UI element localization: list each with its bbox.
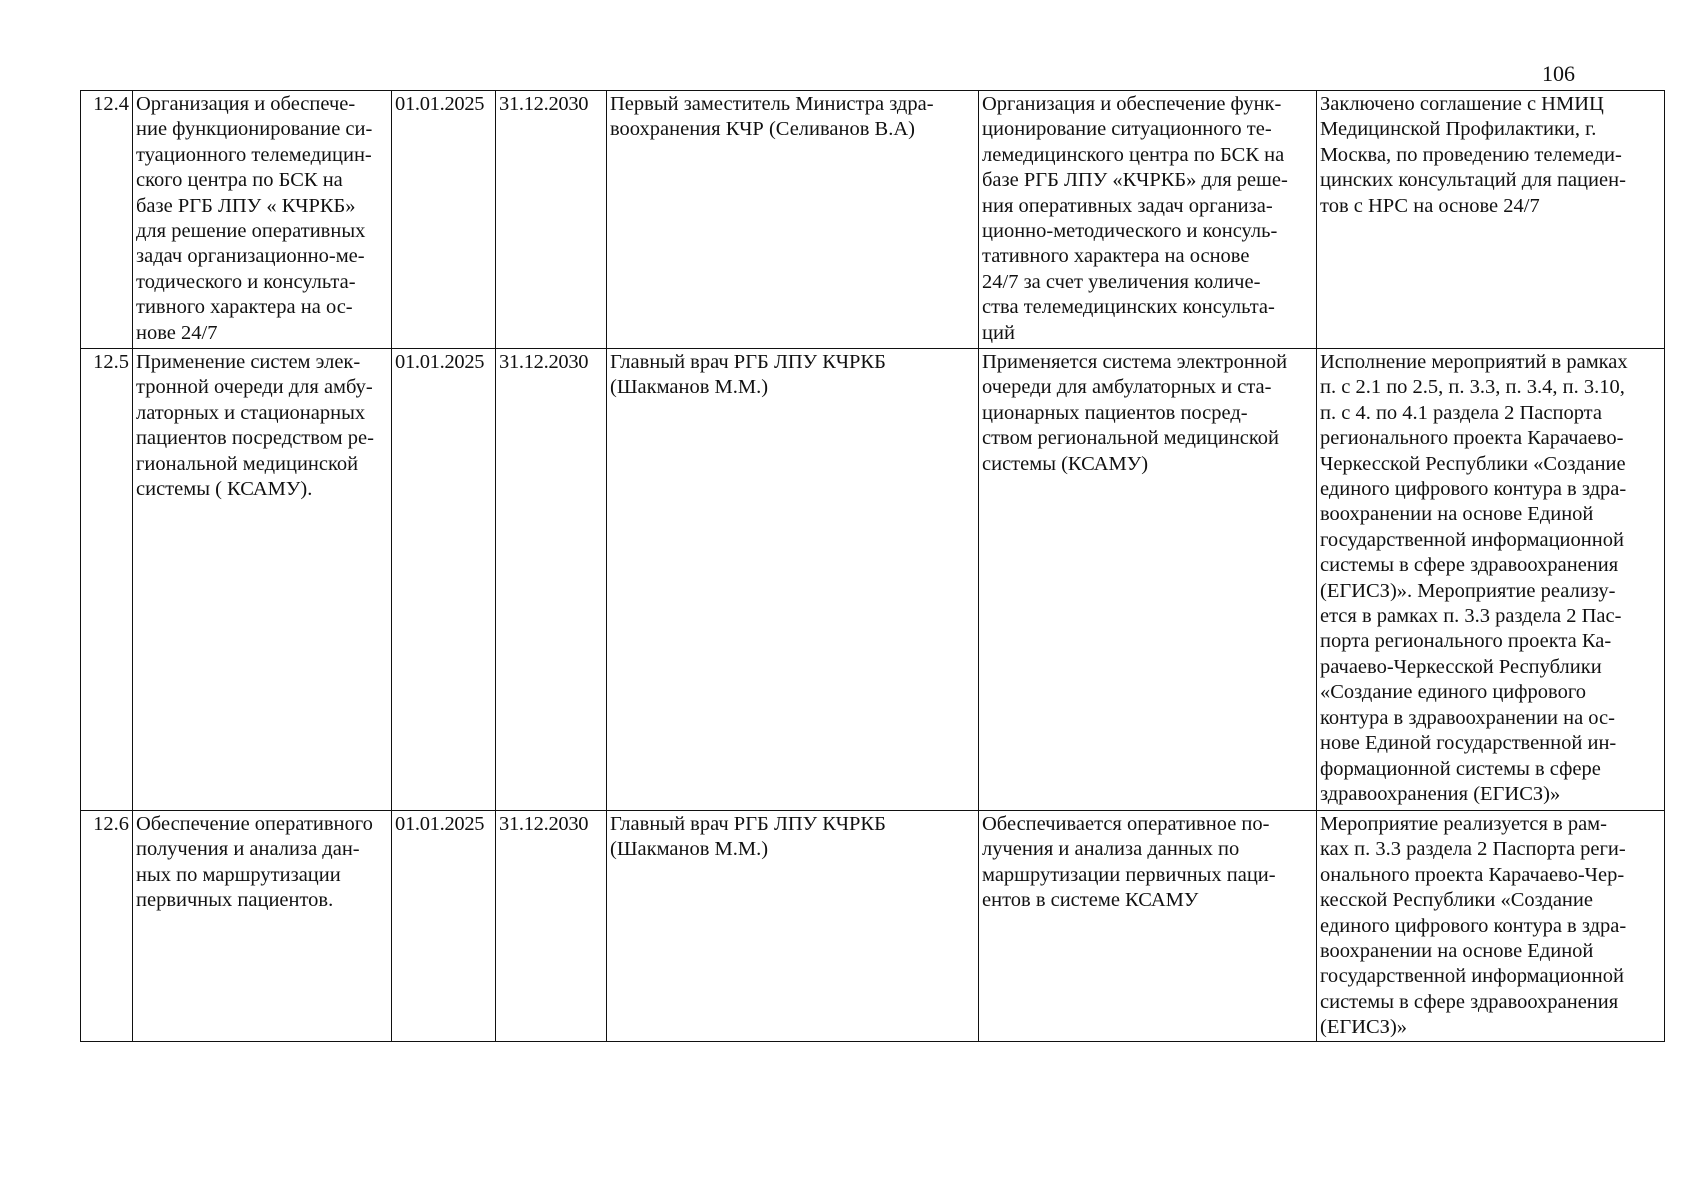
result-cell-line: ства телемедицинских консульта- — [982, 296, 1275, 319]
note-cell-line: государственной информационной — [1320, 965, 1624, 988]
note-cell-line: порта регионального проекта Ка- — [1320, 630, 1612, 653]
note-cell-line: здравоохранения (ЕГИСЗ)» — [1320, 782, 1561, 805]
activity-cell-line: первичных пациентов. — [136, 889, 334, 912]
responsible-cell-line: Главный врач РГБ ЛПУ КЧРКБ — [610, 351, 886, 373]
note-cell-line: Черкесской Республики «Создание — [1320, 452, 1626, 475]
note-cell-line: Медицинской Профилактики, г. — [1320, 118, 1597, 141]
note-cell-line: единого цифрового контура в здра- — [1320, 914, 1627, 937]
activity-cell-line: Обеспечение оперативного — [136, 813, 373, 835]
activity-cell-line: тивного характера на ос- — [136, 296, 353, 319]
result-cell-line: системы (КСАМУ) — [982, 452, 1149, 475]
result-cell-line: тативного характера на основе — [982, 245, 1250, 268]
result-cell-line: ционарных пациентов посред- — [982, 401, 1248, 424]
activity-cell-line: системы ( КСАМУ). — [136, 478, 313, 501]
note-cell-line: регионального проекта Карачаево- — [1320, 427, 1624, 450]
note-cell — [1317, 91, 1665, 349]
row-number: 12.4 — [81, 91, 133, 349]
note-cell-line: Москва, по проведению телемеди- — [1320, 143, 1622, 166]
note-cell-line: онального проекта Карачаево-Чер- — [1320, 863, 1625, 886]
row-number: 12.5 — [81, 349, 133, 811]
activity-cell-line: гиональной медицинской — [136, 452, 359, 475]
note-cell-line: тов с НРС на основе 24/7 — [1320, 194, 1540, 217]
note-cell — [1317, 811, 1665, 1042]
result-cell-line: маршрутизации первичных паци- — [982, 863, 1276, 886]
responsible-cell — [607, 91, 979, 349]
result-cell-line: лемедицинского центра по БСК на — [982, 143, 1285, 166]
activity-cell-line: ние функционирование си- — [136, 118, 373, 141]
result-cell-line: Организация и обеспечение функ- — [982, 93, 1282, 115]
start-date: 01.01.2025 — [392, 349, 496, 811]
activity-cell-line: латорных и стационарных — [136, 401, 366, 424]
note-cell-line: п. с 4. по 4.1 раздела 2 Паспорта — [1320, 401, 1602, 424]
activity-cell-line: Организация и обеспече- — [136, 93, 356, 115]
table-row — [81, 811, 1665, 1042]
end-date: 31.12.2030 — [496, 349, 607, 811]
start-date: 01.01.2025 — [392, 811, 496, 1042]
result-cell-line: ния оперативных задач организа- — [982, 194, 1273, 217]
activity-cell-line: задач организационно-ме- — [136, 245, 365, 268]
row-number: 12.6 — [81, 811, 133, 1042]
end-date: 31.12.2030 — [496, 91, 607, 349]
note-cell-line: рачаево-Черкесской Республики — [1320, 655, 1602, 678]
note-cell — [1317, 349, 1665, 811]
result-cell-line: Применяется система электронной — [982, 351, 1288, 373]
note-cell-line: ется в рамках п. 3.3 раздела 2 Пас- — [1320, 605, 1622, 628]
note-cell-line: системы в сфере здравоохранения — [1320, 554, 1619, 577]
responsible-cell — [607, 811, 979, 1042]
note-cell-line: ках п. 3.3 раздела 2 Паспорта реги- — [1320, 838, 1626, 861]
start-date: 01.01.2025 — [392, 91, 496, 349]
end-date: 31.12.2030 — [496, 811, 607, 1042]
responsible-cell-line: (Шакманов М.М.) — [610, 376, 769, 399]
note-cell-line: воохранении на основе Единой — [1320, 503, 1594, 526]
result-cell — [979, 811, 1317, 1042]
result-cell-line: очереди для амбулаторных и ста- — [982, 376, 1272, 399]
result-cell — [979, 91, 1317, 349]
note-cell-line: Мероприятие реализуется в рам- — [1320, 813, 1607, 835]
result-cell — [979, 349, 1317, 811]
result-cell-line: 24/7 за счет увеличения количе- — [982, 270, 1261, 293]
activity-cell-line: пациентов посредством ре- — [136, 427, 374, 450]
activities-table — [80, 90, 1665, 1042]
note-cell-line: «Создание единого цифрового — [1320, 681, 1586, 704]
note-cell-line: воохранении на основе Единой — [1320, 940, 1594, 963]
note-cell-line: государственной информационной — [1320, 528, 1624, 551]
note-cell-line: единого цифрового контура в здра- — [1320, 478, 1627, 501]
result-cell-line: ством региональной медицинской — [982, 427, 1280, 450]
note-cell-line: Исполнение мероприятий в рамках — [1320, 351, 1628, 373]
note-cell-line: нове Единой государственной ин- — [1320, 732, 1617, 755]
responsible-cell-line: Первый заместитель Министра здра- — [610, 93, 934, 115]
note-cell-line: кесской Республики «Создание — [1320, 889, 1593, 912]
page-number: 106 — [1542, 61, 1575, 86]
note-cell-line: формационной системы в сфере — [1320, 757, 1601, 780]
result-cell-line: ционно-методического и консуль- — [982, 220, 1278, 243]
activity-cell-line: ского центра по БСК на — [136, 169, 343, 192]
activity-cell-line: тодического и консульта- — [136, 270, 356, 293]
activity-cell — [133, 811, 392, 1042]
activity-cell-line: нове 24/7 — [136, 321, 218, 344]
activity-cell-line: для решение оперативных — [136, 220, 366, 243]
activity-cell — [133, 91, 392, 349]
note-cell-line: (ЕГИСЗ)» — [1320, 1016, 1408, 1039]
note-cell-line: контура в здравоохранении на ос- — [1320, 706, 1615, 729]
responsible-cell-line: Главный врач РГБ ЛПУ КЧРКБ — [610, 813, 886, 835]
table-row — [81, 349, 1665, 811]
note-cell-line: (ЕГИСЗ)». Мероприятие реализу- — [1320, 579, 1616, 602]
activity-cell — [133, 349, 392, 811]
responsible-cell-line: (Шакманов М.М.) — [610, 838, 769, 861]
result-cell-line: ентов в системе КСАМУ — [982, 889, 1199, 912]
note-cell-line: Заключено соглашение с НМИЦ — [1320, 93, 1604, 115]
result-cell-line: лучения и анализа данных по — [982, 838, 1240, 861]
result-cell-line: ций — [982, 321, 1015, 344]
result-cell-line: Обеспечивается оперативное по- — [982, 813, 1270, 835]
activity-cell-line: базе РГБ ЛПУ « КЧРКБ» — [136, 194, 356, 217]
note-cell-line: системы в сфере здравоохранения — [1320, 990, 1619, 1013]
activity-cell-line: получения и анализа дан- — [136, 838, 360, 861]
activity-cell-line: туационного телемедицин- — [136, 143, 372, 166]
activity-cell-line: тронной очереди для амбу- — [136, 376, 373, 399]
activity-cell-line: ных по маршрутизации — [136, 863, 341, 886]
result-cell-line: базе РГБ ЛПУ «КЧРКБ» для реше- — [982, 169, 1288, 192]
table-row — [81, 91, 1665, 349]
responsible-cell — [607, 349, 979, 811]
note-cell-line: п. с 2.1 по 2.5, п. 3.3, п. 3.4, п. 3.10, — [1320, 376, 1625, 399]
activity-cell-line: Применение систем элек- — [136, 351, 361, 373]
responsible-cell-line: воохранения КЧР (Селиванов В.А) — [610, 118, 915, 141]
note-cell-line: цинских консультаций для пациен- — [1320, 169, 1626, 192]
result-cell-line: ционирование ситуационного те- — [982, 118, 1272, 141]
